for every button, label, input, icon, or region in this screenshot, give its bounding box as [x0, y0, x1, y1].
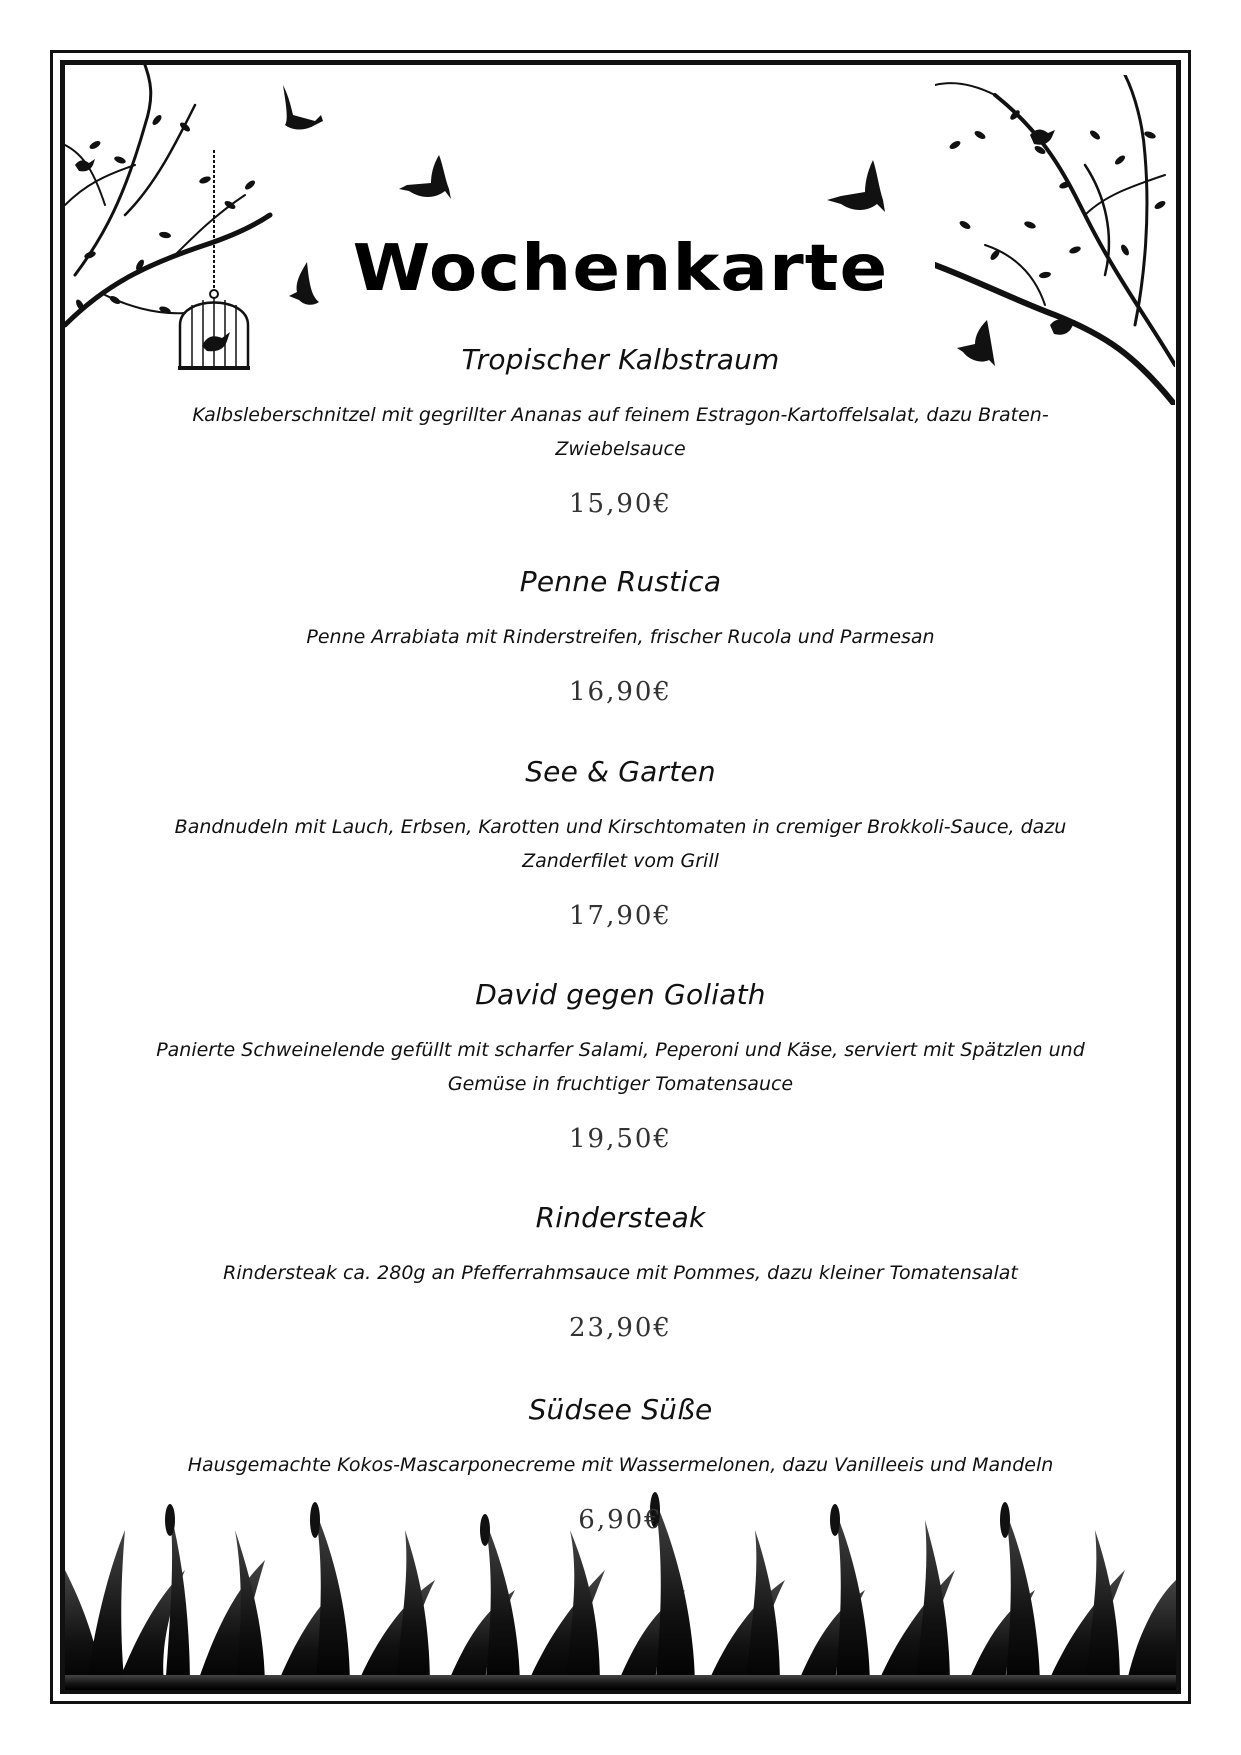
menu-item-price: 16,90€ — [569, 677, 672, 707]
menu-item — [140, 1390, 1101, 1540]
menu-item-description: Hausgemachte Kokos-Mascarponecreme mit Wassermelonen, dazu Vanilleeis und Mandeln — [187, 1454, 1054, 1476]
menu-item-description: Panierte Schweinelende gefüllt mit scharfer Salami, Peperoni und Käse, serviert mit Spätzlen und Gemüse in fruchtiger Tomatensauce — [156, 1039, 1085, 1095]
menu-item-description: Bandnudeln mit Lauch, Erbsen, Karotten und Kirschtomaten in cremiger Brokkoli-Sauce, dazu Zanderfilet vom Grill — [174, 816, 1067, 872]
menu-item-price: 19,50€ — [569, 1124, 672, 1154]
menu-item — [140, 975, 1101, 1159]
menu-item-price: 15,90€ — [569, 489, 672, 519]
menu-item — [140, 1198, 1101, 1348]
menu-item-name: Tropischer Kalbstraum — [461, 343, 780, 376]
menu-item — [140, 562, 1101, 712]
menu-item-name: See & Garten — [525, 755, 716, 788]
menu-item-name: Rindersteak — [535, 1201, 706, 1234]
menu-item-price: 23,90€ — [569, 1313, 672, 1343]
menu-item-name: Penne Rustica — [519, 565, 722, 598]
menu-item-description: Rindersteak ca. 280g an Pfefferrahmsauce mit Pommes, dazu kleiner Tomatensalat — [223, 1262, 1018, 1284]
menu-list — [140, 0, 1101, 1700]
menu-item-price: 17,90€ — [569, 901, 672, 931]
menu-item — [140, 340, 1101, 524]
menu-item-name: David gegen Goliath — [475, 978, 766, 1011]
page-title: Wochenkarte — [352, 232, 889, 306]
menu-item — [140, 752, 1101, 936]
menu-item-price: 6,90€ — [578, 1505, 663, 1535]
menu-item-name: Südsee Süße — [528, 1393, 713, 1426]
menu-item-description: Penne Arrabiata mit Rinderstreifen, frischer Rucola und Parmesan — [306, 626, 935, 648]
menu-item-description: Kalbsleberschnitzel mit gegrillter Ananas auf feinem Estragon-Kartoffelsalat, dazu Braten-Zwiebelsauce — [192, 404, 1049, 460]
